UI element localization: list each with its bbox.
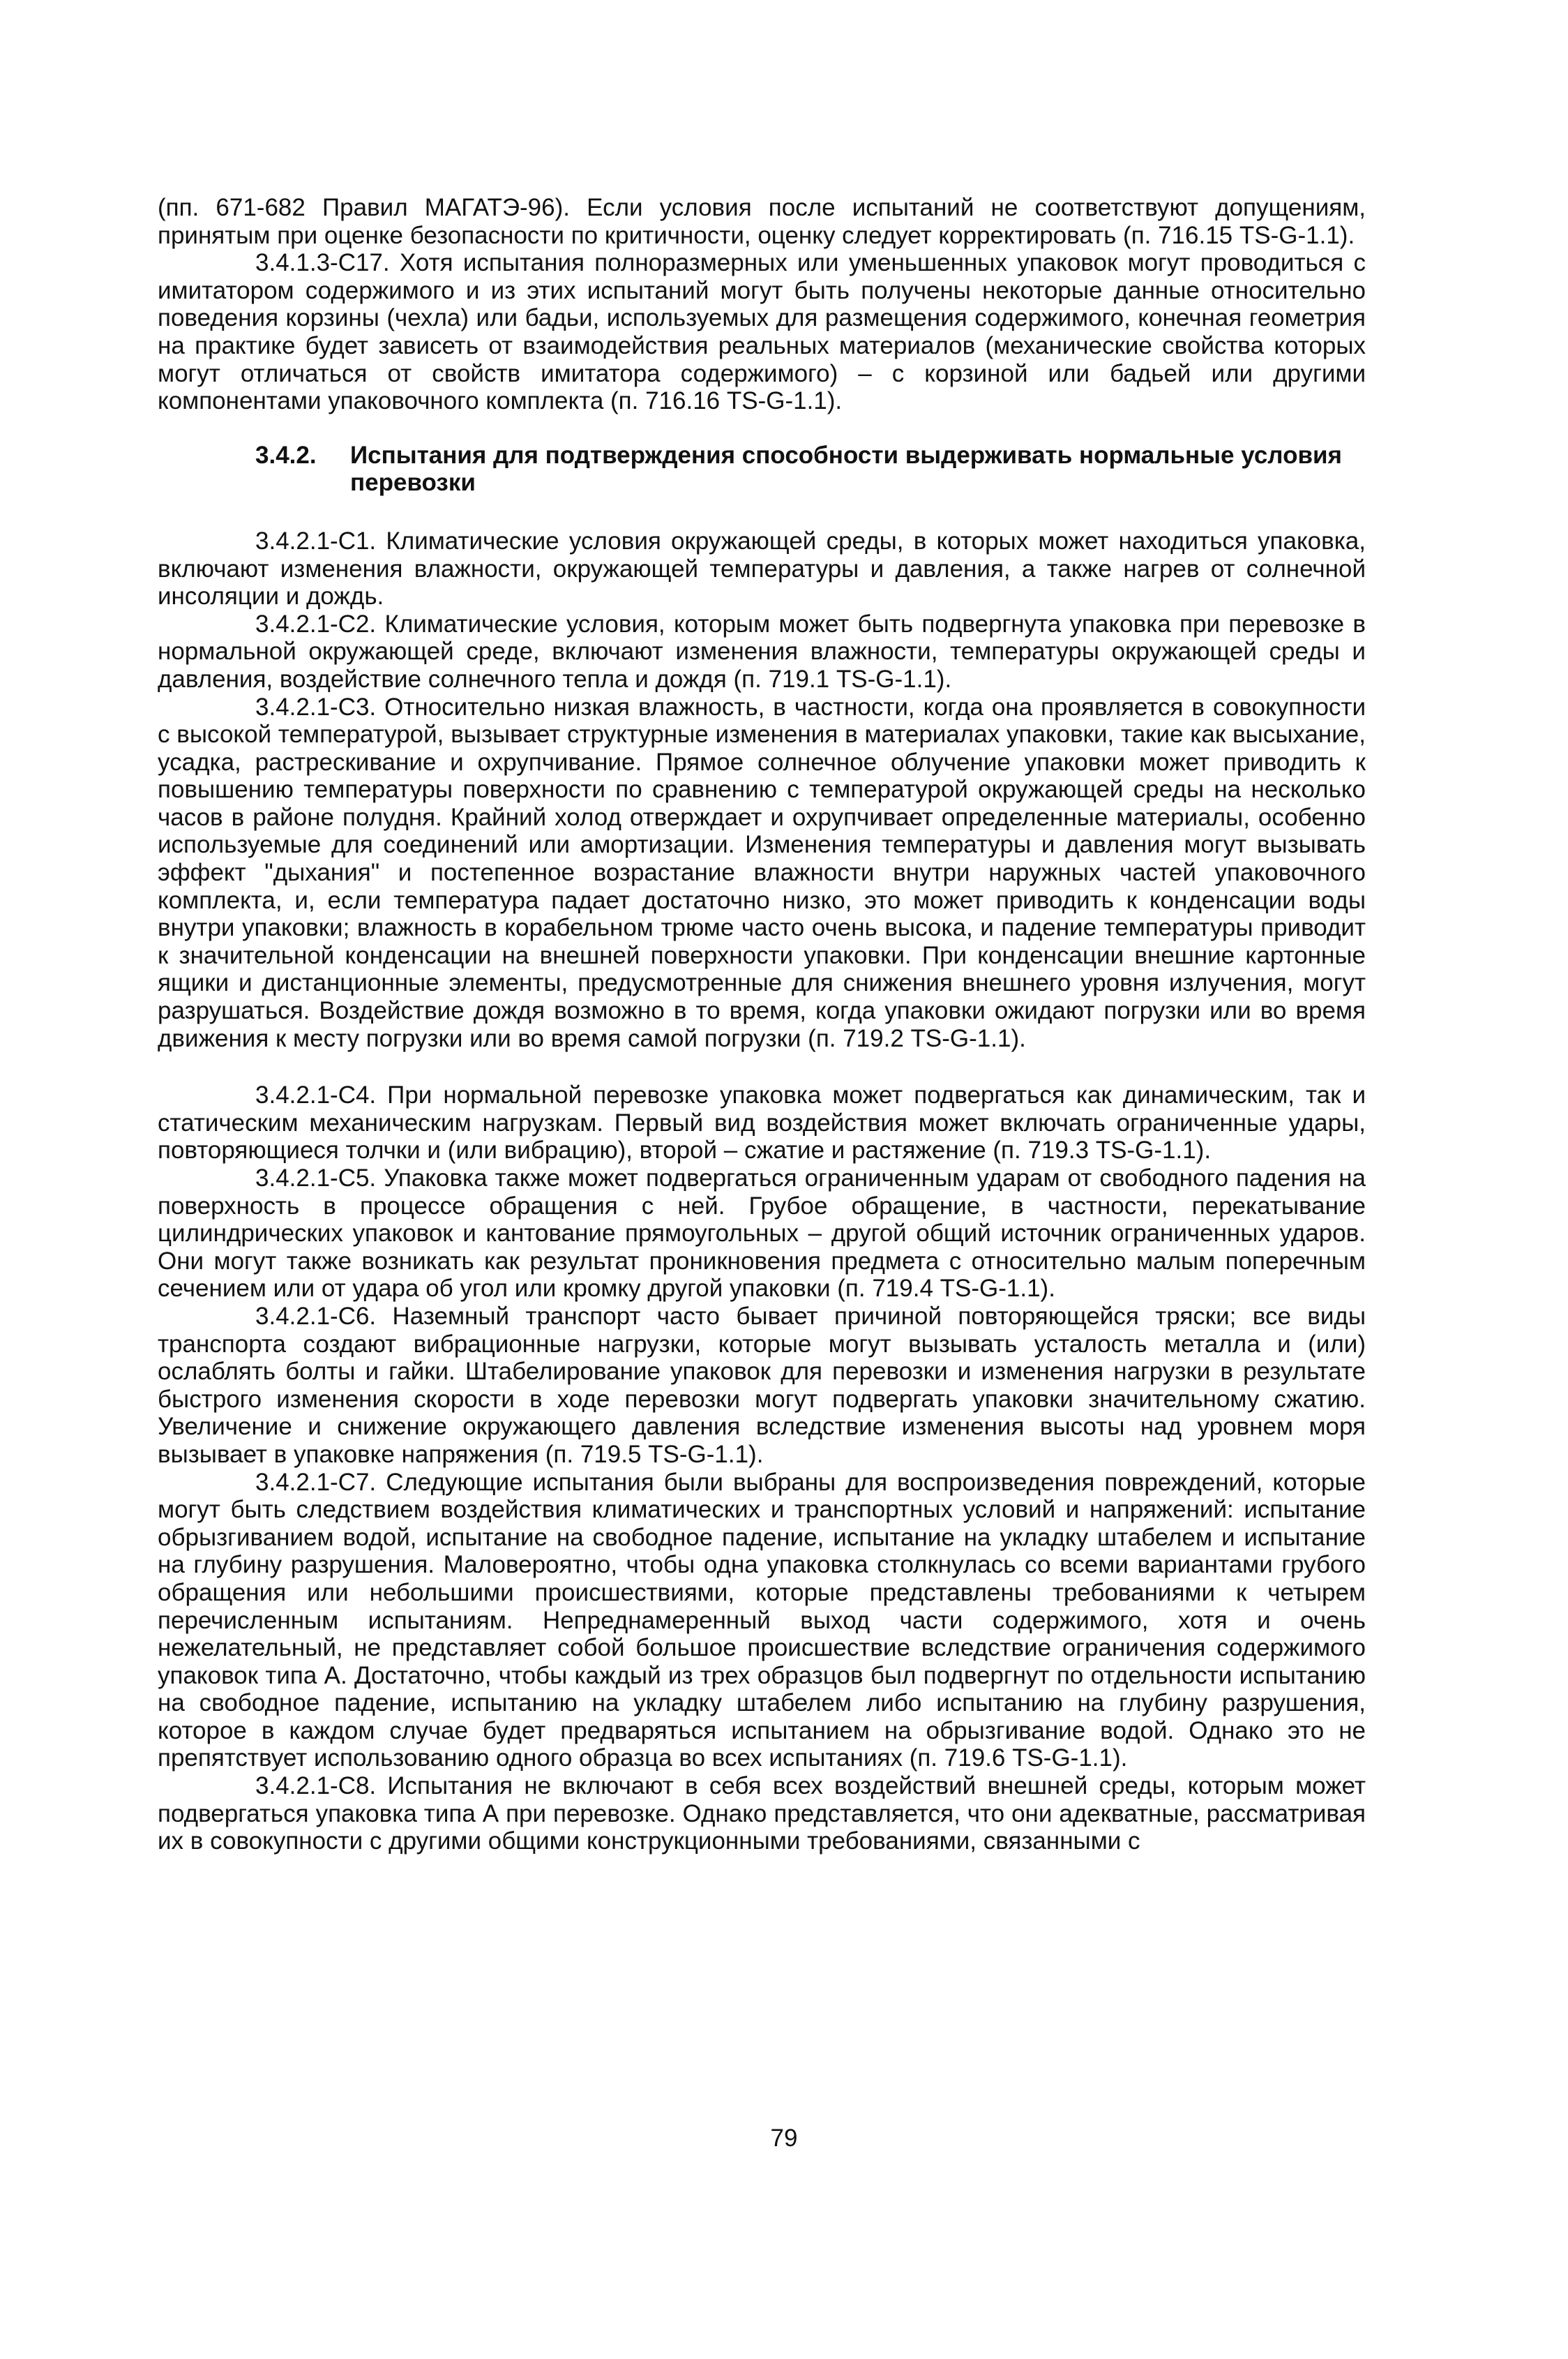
section-heading-3-4-2 xyxy=(158,442,1366,497)
paragraph-3-4-1-3-c17: 3.4.1.3-С17. Хотя испытания полноразмерных или уменьшенных упаковок могут проводиться с имитатором содержимого и из этих испытаний могут быть получены некоторые данные относительно поведения корзины (чехла) или бадьи, используемых для размещения содержимого, конечная геометрия на практике будет зависеть от взаимодействия реальных материалов (механические свойства которых могут отличаться от свойств имитатора содержимого) – с корзиной или бадьей или другими компонентами упаковочного комплекта (п. 716.16 TS-G-1.1). xyxy=(158,249,1366,415)
paragraph-3-4-2-1-c4: 3.4.2.1-С4. При нормальной перевозке упаковка может подвергаться как динамическим, так и статическим механическим нагрузкам. Первый вид воздействия может включать ограниченные удары, повторяющиеся толчки и (или вибрацию), второй – сжатие и растяжение (п. 719.3 TS-G-1.1). xyxy=(158,1081,1366,1164)
page-number: 79 xyxy=(770,2125,798,2152)
paragraph-3-4-2-1-c7: 3.4.2.1-С7. Следующие испытания были выбраны для воспроизведения повреждений, которые могут быть следствием воздействия климатических и транспортных условий и напряжений: испытание обрызгиванием водой, испытание на свободное падение, испытание на укладку штабелем и испытание на глубину разрушения. Маловероятно, чтобы одна упаковка столкнулась со всеми вариантами грубого обращения или небольшими происшествиями, которые представлены требованиями к четырем перечисленным испытаниям. Непреднамеренный выход части содержимого, хотя и очень нежелательный, не представляет собой большое происшествие вследствие ограничения содержимого упаковок типа А. Достаточно, чтобы каждый из трех образцов был подвергнут по отдельности испытанию на свободное падение, испытанию на укладку штабелем либо испытанию на глубину разрушения, которое в каждом случае будет предваряться испытанием на обрызгивание водой. Однако это не препятствует использованию одного образца во всех испытаниях (п. 719.6 TS-G-1.1). xyxy=(158,1468,1366,1772)
paragraph-3-4-2-1-c1: 3.4.2.1-С1. Климатические условия окружающей среды, в которых может находиться упаковка, включают изменения влажности, окружающей температуры и давления, а также нагрев от солнечной инсоляции и дождь. xyxy=(158,527,1366,611)
section-title: Испытания для подтверждения способности выдерживать нормальные условия перевозки xyxy=(350,441,1342,497)
paragraph-3-4-2-1-c8: 3.4.2.1-С8. Испытания не включают в себя всех воздействий внешней среды, которым может подвергаться упаковка типа А при перевозке. Однако представляется, что они адекватные, рассматривая их в совокупности с другими общими конструкционными требованиями, связанными с xyxy=(158,1772,1366,1855)
paragraph-3-4-2-1-c2: 3.4.2.1-С2. Климатические условия, которым может быть подвергнута упаковка при перевозке в нормальной окружающей среде, включают изменения влажности, температуры окружающей среды и давления, воздействие солнечного тепла и дождя (п. 719.1 TS-G-1.1). xyxy=(158,610,1366,693)
document-page xyxy=(158,194,1366,1855)
section-number: 3.4.2. xyxy=(255,441,317,469)
paragraph-3-4-2-1-c3: 3.4.2.1-С3. Относительно низкая влажность, в частности, когда она проявляется в совокупности с высокой температурой, вызывает структурные изменения в материалах упаковки, такие как высыхание, усадка, растрескивание и охрупчивание. Прямое солнечное облучение упаковки может приводить к повышению температуры поверхности по сравнению с температурой окружающей среды на несколько часов в районе полудня. Крайний холод отверждает и охрупчивает определенные материалы, особенно используемые для соединений или амортизации. Изменения температуры и давления могут вызывать эффект "дыхания" и постепенное возрастание влажности внутри наружных частей упаковочного комплекта, и, если температура падает достаточно низко, это может приводить к конденсации воды внутри упаковки; влажность в корабельном трюме часто очень высока, и падение температуры приводит к значительной конденсации на внешней поверхности упаковки. При конденсации внешние картонные ящики и дистанционные элементы, предусмотренные для снижения внешнего уровня излучения, могут разрушаться. Воздействие дождя возможно в то время, когда упаковки ожидают погрузки или во время движения к месту погрузки или во время самой погрузки (п. 719.2 TS-G-1.1). xyxy=(158,693,1366,1052)
paragraph-3-4-2-1-c6: 3.4.2.1-С6. Наземный транспорт часто бывает причиной повторяющейся тряски; все виды транспорта создают вибрационные нагрузки, которые могут вызывать усталость металла и (или) ослаблять болты и гайки. Штабелирование упаковок для перевозки и изменения нагрузки в результате быстрого изменения скорости в ходе перевозки могут подвергать упаковки значительному сжатию. Увеличение и снижение окружающего давления вследствие изменения высоты над уровнем моря вызывает в упаковке напряжения (п. 719.5 TS-G-1.1). xyxy=(158,1302,1366,1468)
paragraph-gap xyxy=(158,1052,1366,1081)
paragraph-3-4-2-1-c5: 3.4.2.1-С5. Упаковка также может подвергаться ограниченным ударам от свободного падения на поверхность в процессе обращения с ней. Грубое обращение, в частности, перекатывание цилиндрических упаковок и кантование прямоугольных – другой общий источник ограниченных ударов. Они могут также возникать как результат проникновения предмета с относительно малым поперечным сечением или от удара об угол или кромку другой упаковки (п. 719.4 TS-G-1.1). xyxy=(158,1164,1366,1303)
paragraph-continuation: (пп. 671-682 Правил МАГАТЭ-96). Если условия после испытаний не соответствуют допущениям, принятым при оценке безопасности по критичности, оценку следует корректировать (п. 716.15 TS-G-1.1). xyxy=(158,194,1366,249)
